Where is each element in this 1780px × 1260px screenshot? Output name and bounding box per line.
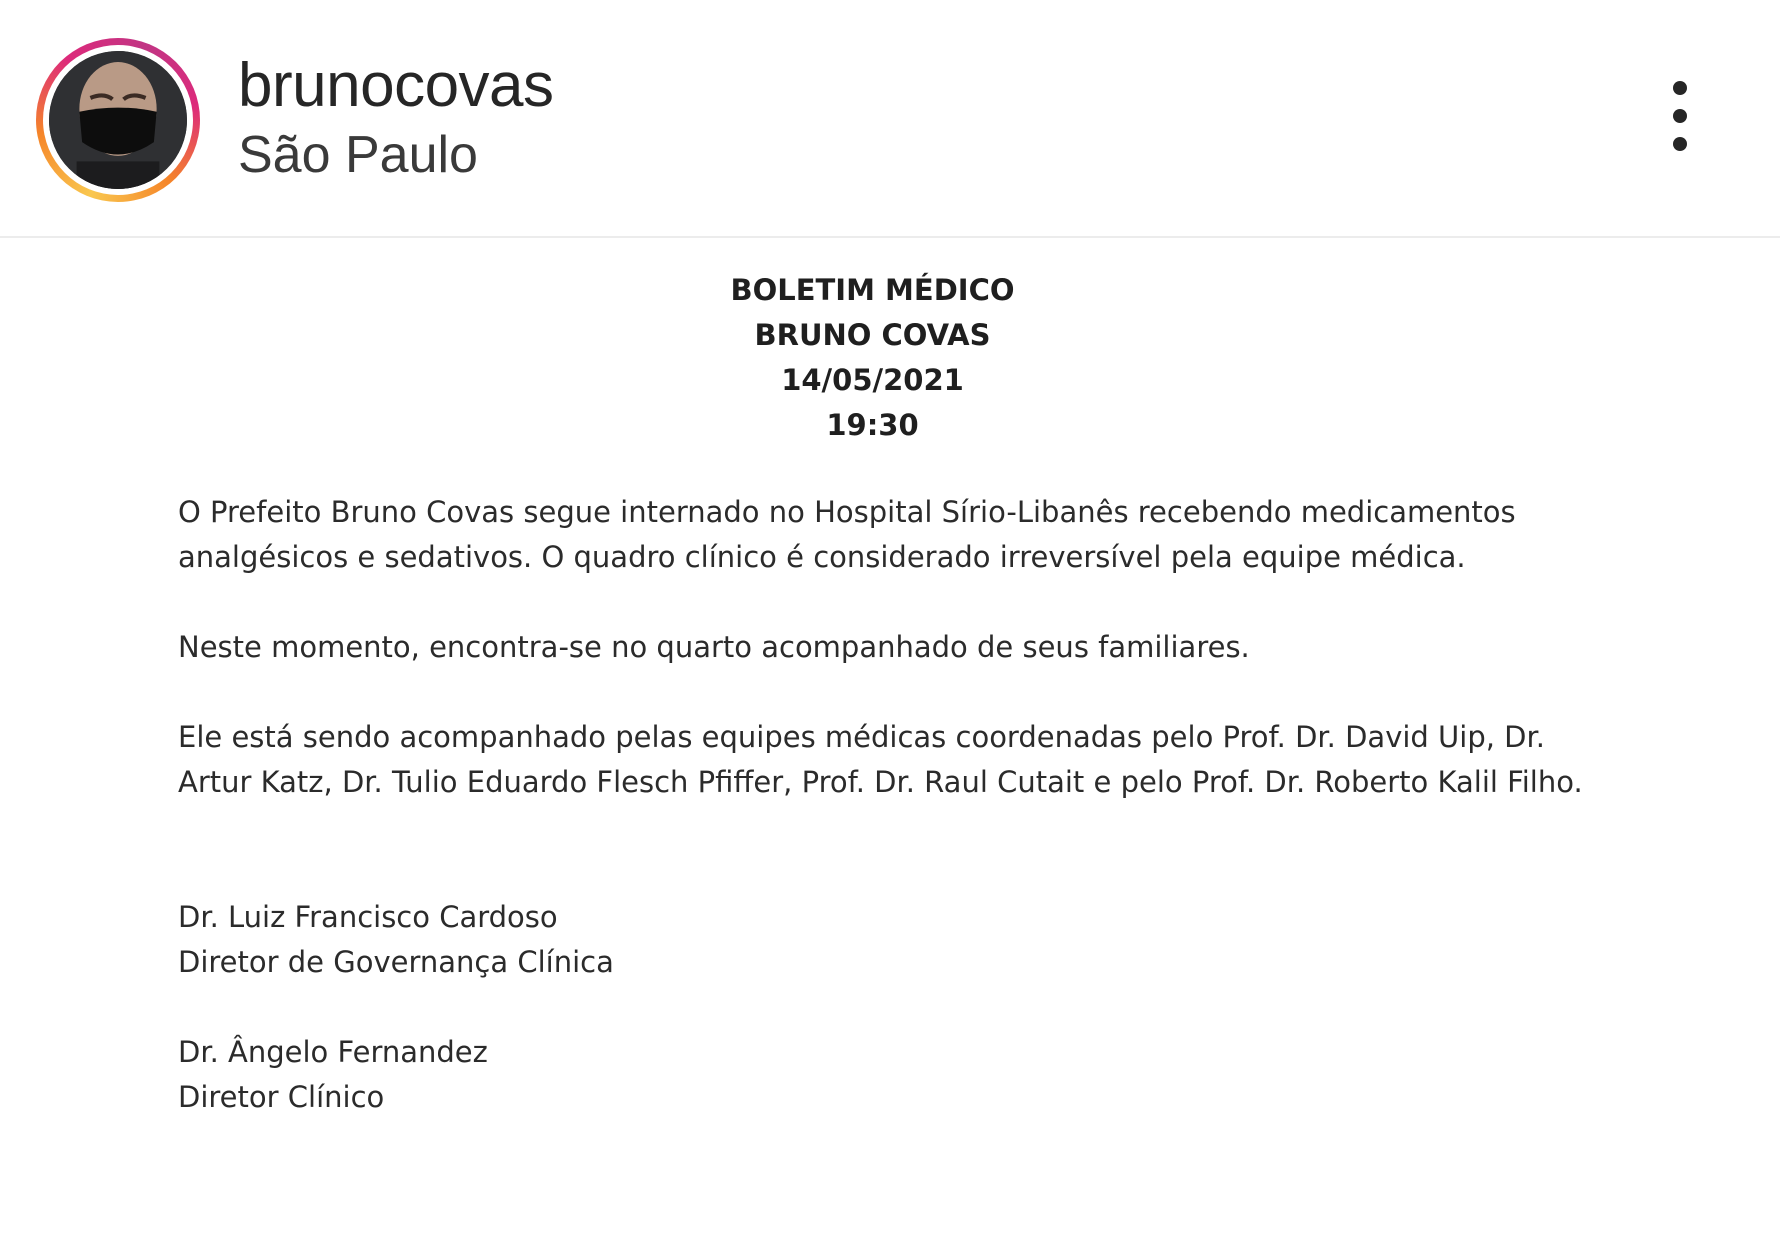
bulletin-title: BOLETIM MÉDICO xyxy=(730,273,1015,307)
bulletin-paragraph: Ele está sendo acompanhado pelas equipes médicas coordenadas pelo Prof. Dr. David Uip, Dr. Artur Katz, Dr. Tulio Eduardo Flesch Pfiffer, Prof. Dr. Raul Cutait e pelo Prof. Dr. Roberto Kalil Filho. xyxy=(178,720,1583,799)
location-link[interactable]: São Paulo xyxy=(238,126,478,184)
bulletin-header xyxy=(0,268,1745,448)
signature-role: Diretor de Governança Clínica xyxy=(178,945,614,979)
bulletin-paragraph: O Prefeito Bruno Covas segue internado no Hospital Sírio-Libanês recebendo medicamentos analgésicos e sedativos. O quadro clínico é considerado irreversível pela equipe médica. xyxy=(178,495,1516,574)
signature-name: Dr. Ângelo Fernandez xyxy=(178,1035,488,1069)
story-ring[interactable] xyxy=(36,38,200,202)
signature-block xyxy=(178,895,614,985)
vertical-ellipsis-icon xyxy=(1654,78,1710,164)
bulletin-date: 14/05/2021 xyxy=(781,363,964,397)
avatar-frame xyxy=(43,45,193,195)
avatar[interactable] xyxy=(49,51,187,189)
username[interactable]: brunocovas xyxy=(238,51,554,120)
signature-name: Dr. Luiz Francisco Cardoso xyxy=(178,900,558,934)
bulletin-patient: BRUNO COVAS xyxy=(754,318,991,352)
post-header xyxy=(0,0,1780,238)
bulletin-time: 19:30 xyxy=(826,408,919,442)
bulletin-paragraph: Neste momento, encontra-se no quarto acompanhado de seus familiares. xyxy=(178,630,1250,664)
more-options-button[interactable] xyxy=(1654,78,1710,164)
signature-role: Diretor Clínico xyxy=(178,1080,385,1114)
signature-block xyxy=(178,1030,488,1120)
